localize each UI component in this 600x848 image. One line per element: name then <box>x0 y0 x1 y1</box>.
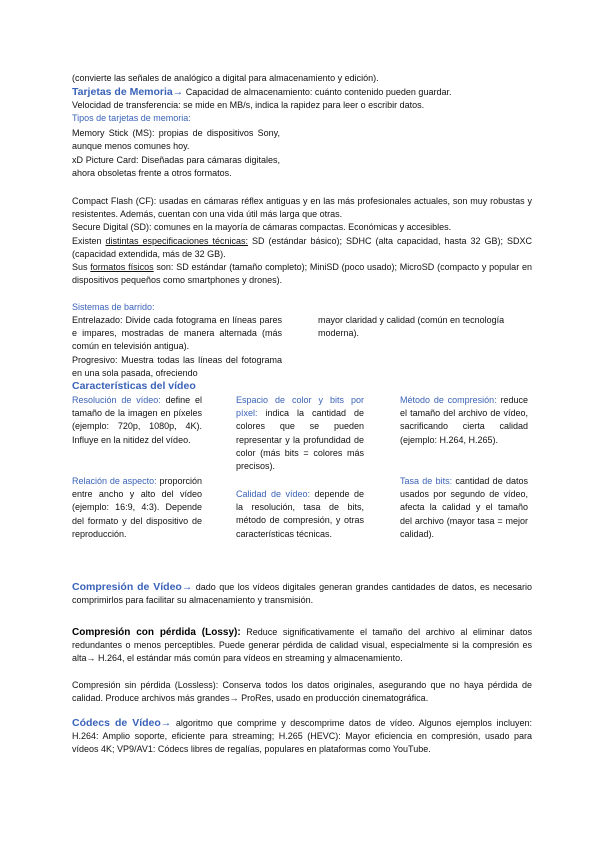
sd-specs-underlined: distintas especificaciones técnicas: <box>105 235 249 246</box>
color-space-item <box>236 394 364 473</box>
memory-cards-section <box>72 86 532 126</box>
aspect-ratio-text: proporción entre ancho y alto del vídeo (ejemplo: 16:9, 4:3). Depende del formato y del dispositivo de reproducción. <box>72 476 203 539</box>
codecs-text: algoritmo que comprime y descomprime datos de vídeo. Algunos ejemplos incluyen: H.264: Amplio soporte, eficiente para streaming; H.265 (HEVC): Mayor eficiencia en compresión, usado para vídeos 4K; VP9/AV1: Códecs libres de regalías, populares en plataformas como YouTube. <box>72 718 532 755</box>
scan-systems-heading: Sistemas de barrido: <box>72 302 155 312</box>
scan-systems-col1 <box>72 314 282 380</box>
lossless-section: Compresión sin pérdida (Lossless): Conserva todos los datos originales, asegurando que no haya pérdida de calidad. Produce archivos más grandes→ ProRes, usado en producción cinematográfica. <box>72 680 532 704</box>
aspect-ratio-item <box>72 475 202 541</box>
resolution-item <box>72 394 202 447</box>
bitrate-label: Tasa de bits: <box>400 476 453 486</box>
xd-card-text: xD Picture Card: Diseñadas para cámaras digitales, ahora obsoletas frente a otros formatos. <box>72 155 280 179</box>
codecs-section <box>72 717 532 757</box>
video-quality-label: Calidad de vídeo: <box>236 489 310 499</box>
video-quality-text: depende de la resolución, tasa de bits, método de compresión, y otras características técnicas. <box>236 489 364 539</box>
resolution-label: Resolución de vídeo: <box>72 395 161 405</box>
video-quality-item <box>236 488 364 541</box>
memory-cards-title: Tarjetas de Memoria→ <box>72 86 184 98</box>
interlaced-text: Entrelazado: Divide cada fotograma en líneas pares e impares, mostradas de manera alternada (más común en televisión antigua). <box>72 315 282 352</box>
video-compression-section <box>72 581 532 607</box>
memory-cards-capacity: Capacidad de almacenamiento: cuánto contenido pueden guardar. <box>183 87 452 97</box>
secure-digital-text: Secure Digital (SD): comunes en la mayoría de cámaras compactas. Económicas y accesibles. <box>72 222 452 233</box>
progressive-text-cont: mayor claridad y calidad (común en tecnología moderna). <box>318 315 505 339</box>
video-characteristics-title: Características del vídeo <box>72 380 196 392</box>
bitrate-item <box>400 475 528 541</box>
progressive-text: Progresivo: Muestra todas las líneas del fotograma en una sola pasada, ofreciendo <box>72 354 282 378</box>
sd-specs-text: Existen distintas especificaciones técnicas: SD (estándar básico); SDHC (alta capacidad, hasta 32 GB); SDXC (capacidad extendida, más de 32 GB). <box>72 235 532 259</box>
physical-formats-text: Sus formatos físicos son: SD estándar (tamaño completo); MiniSD (poco usado); MicroSD (compacto y popular en dispositivos pequeños como smartphones y drones). <box>72 262 532 286</box>
transfer-speed: Velocidad de transferencia: se mide en MB/s, indica la rapidez para leer o escribir datos. <box>72 100 425 111</box>
lossy-section <box>72 626 532 666</box>
memory-stick-text: Memory Stick (MS): propias de dispositivos Sony, aunque menos comunes hoy. <box>72 128 280 152</box>
aspect-ratio-label: Relación de aspecto: <box>72 476 157 486</box>
video-compression-title: Compresión de Vídeo→ <box>72 581 193 593</box>
compact-flash-text: Compact Flash (CF): usadas en cámaras réflex antiguas y en las más profesionales actuales, son muy robustas y resistentes. Además, cuentan con una vida útil más larga que otras. <box>72 196 532 220</box>
codecs-title: Códecs de Vídeo→ <box>72 717 172 729</box>
video-compression-text: dado que los vídeos digitales generan grandes cantidades de datos, es necesario comprimirlos para facilitar su almacenamiento y transmisión. <box>72 582 532 606</box>
memory-cards-details <box>72 195 532 287</box>
physical-formats-underlined: formatos físicos <box>90 262 154 273</box>
bitrate-text: cantidad de datos usados por segundo de vídeo, afecta la calidad y el tamaño del archivo (mayor tasa = mejor calidad). <box>400 476 528 539</box>
color-space-text: indica la cantidad de colores que se pueden representar y la profundidad de color (más bits = colores más precisos). <box>236 408 364 472</box>
compression-method-item <box>400 394 528 447</box>
lossy-text: Reduce significativamente el tamaño del archivo al eliminar datos redundantes o menos perceptibles. Puede generar pérdida de calidad visual, especialmente si la compresión es alta→ H.264, el estándar más común para vídeos en streaming y almacenamiento. <box>72 627 532 664</box>
compression-method-label: Método de compresión: <box>400 395 497 405</box>
card-types-heading: Tipos de tarjetas de memoria: <box>72 113 191 124</box>
color-space-label: Espacio de color y bits por píxel: <box>236 395 364 419</box>
compression-method-text: reduce el tamaño del archivo de vídeo, sacrificando cierta calidad (ejemplo: H.264, H.265). <box>400 395 528 445</box>
memory-cards-title-line <box>72 86 532 99</box>
lossy-title: Compresión con pérdida (Lossy): <box>72 627 241 638</box>
intro-line: (convierte las señales de analógico a digital para almacenamiento y edición). <box>72 73 379 83</box>
resolution-text: define el tamaño de la imagen en píxeles (ejemplo: 720p, 1080p, 4K). Influye en la nitidez del vídeo. <box>72 395 202 445</box>
